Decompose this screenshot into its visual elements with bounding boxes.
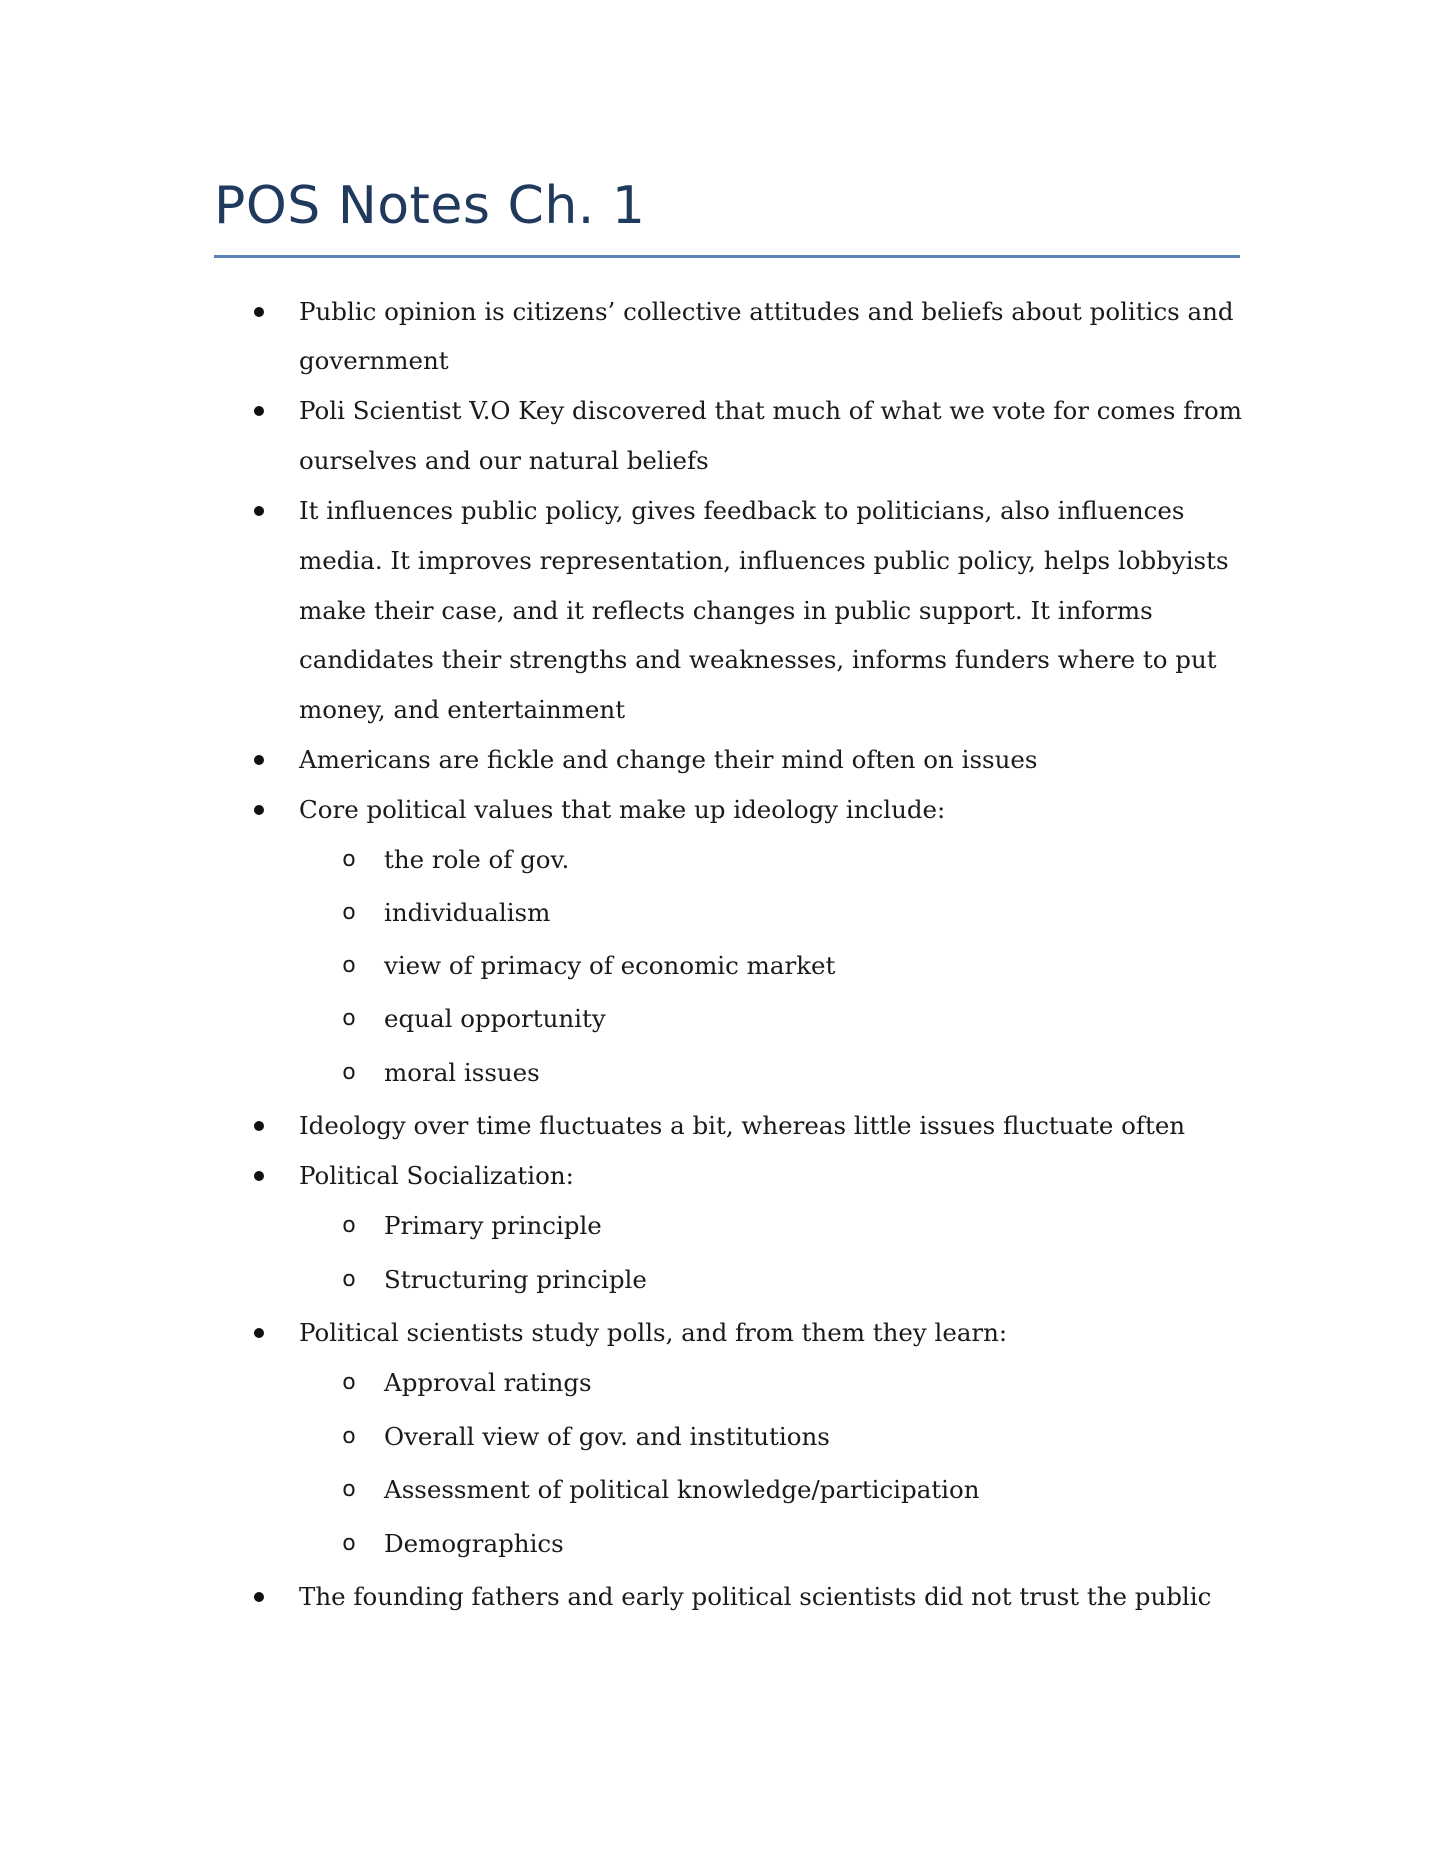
- sub-list-item-text: the role of gov.: [384, 845, 570, 874]
- sub-bullet-icon: o: [342, 900, 356, 925]
- sub-bullet-icon: o: [342, 1477, 356, 1502]
- bullet-icon: [254, 755, 264, 765]
- bullet-icon: [254, 1328, 264, 1338]
- bullet-icon: [254, 1121, 264, 1131]
- sub-bullet-icon: o: [342, 953, 356, 978]
- list-item-text: Political scientists study polls, and from them they learn:: [299, 1318, 1008, 1347]
- list-item-text: Americans are fickle and change their mind often on issues: [299, 745, 1038, 774]
- bullet-icon: [254, 406, 264, 416]
- list-item-text: It influences public policy, gives feedback to politicians, also influences: [299, 496, 1185, 525]
- sub-bullet-icon: o: [342, 1267, 356, 1292]
- sub-bullet-icon: o: [342, 1370, 356, 1395]
- bullet-icon: [254, 1592, 264, 1602]
- sub-list-item-text: Structuring principle: [384, 1265, 647, 1294]
- list-item-text: The founding fathers and early political scientists did not trust the public: [299, 1582, 1212, 1611]
- list-item-text: Public opinion is citizens’ collective attitudes and beliefs about politics and: [299, 297, 1234, 326]
- list-item-text: ourselves and our natural beliefs: [299, 446, 709, 475]
- sub-list-item-text: Demographics: [384, 1529, 564, 1558]
- list-item-text: candidates their strengths and weaknesses, informs funders where to put: [299, 645, 1217, 674]
- list-item-text: money, and entertainment: [299, 695, 626, 724]
- bullet-icon: [254, 506, 264, 516]
- list-item-text: Ideology over time fluctuates a bit, whereas little issues fluctuate often: [299, 1111, 1186, 1140]
- list-item-text: government: [299, 346, 449, 375]
- list-item-text: Poli Scientist V.O Key discovered that much of what we vote for comes from: [299, 396, 1243, 425]
- sub-bullet-icon: o: [342, 1006, 356, 1031]
- sub-list-item-text: Overall view of gov. and institutions: [384, 1422, 830, 1451]
- sub-list-item-text: Primary principle: [384, 1211, 602, 1240]
- bullet-icon: [254, 805, 264, 815]
- sub-bullet-icon: o: [342, 1424, 356, 1449]
- page-title: POS Notes Ch. 1: [214, 176, 646, 236]
- sub-list-item-text: Assessment of political knowledge/participation: [384, 1475, 980, 1504]
- sub-bullet-icon: o: [342, 1213, 356, 1238]
- bullet-icon: [254, 307, 264, 317]
- list-item-text: Core political values that make up ideology include:: [299, 795, 946, 824]
- bullet-icon: [254, 1171, 264, 1181]
- sub-list-item-text: view of primacy of economic market: [384, 951, 836, 980]
- sub-list-item-text: Approval ratings: [384, 1368, 592, 1397]
- list-item-text: Political Socialization:: [299, 1161, 574, 1190]
- list-item-text: media. It improves representation, influences public policy, helps lobbyists: [299, 546, 1229, 575]
- sub-list-item-text: equal opportunity: [384, 1004, 606, 1033]
- sub-bullet-icon: o: [342, 847, 356, 872]
- list-item-text: make their case, and it reflects changes in public support. It informs: [299, 596, 1153, 625]
- sub-bullet-icon: o: [342, 1531, 356, 1556]
- sub-bullet-icon: o: [342, 1060, 356, 1085]
- sub-list-item-text: individualism: [384, 898, 551, 927]
- sub-list-item-text: moral issues: [384, 1058, 540, 1087]
